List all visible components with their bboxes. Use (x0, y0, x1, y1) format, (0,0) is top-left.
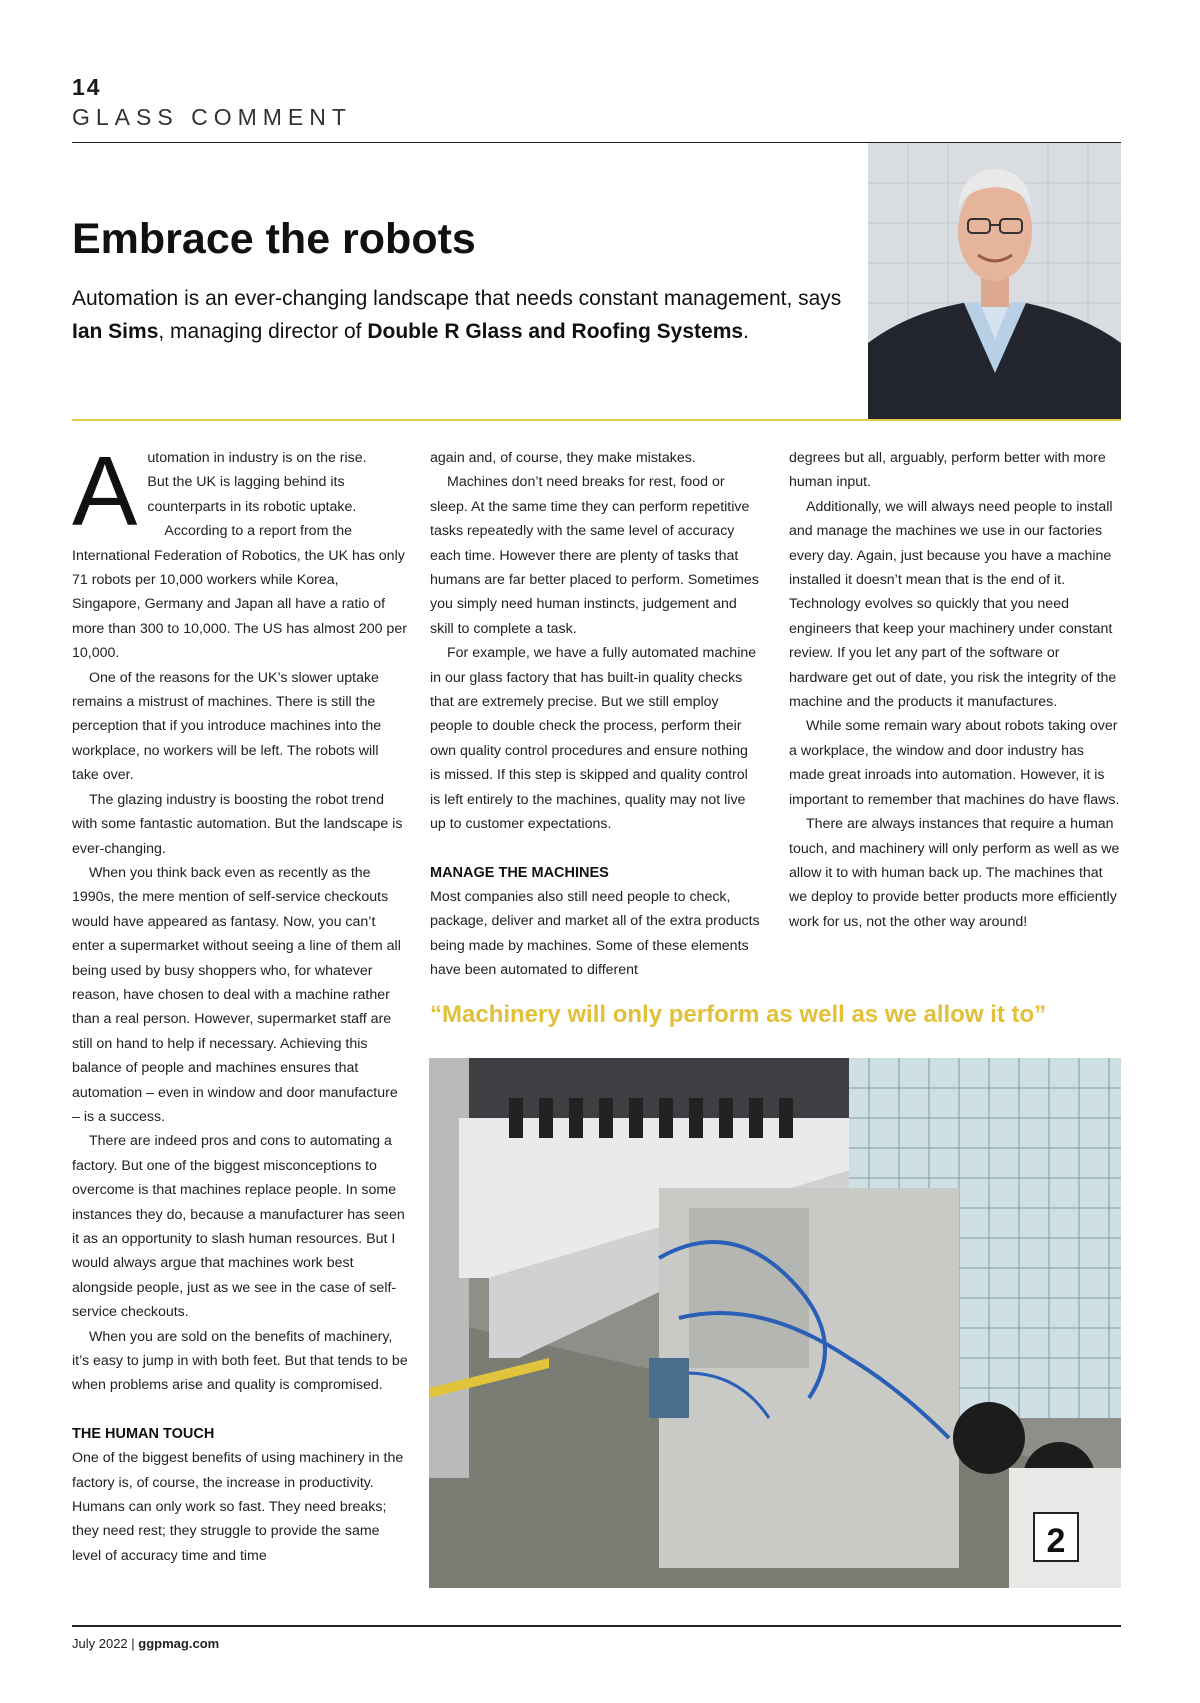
factory-machine-photo (429, 1058, 1121, 1588)
author-portrait (868, 143, 1121, 419)
pull-quote: “Machinery will only perform as well as we allow it to” (430, 1001, 1047, 1028)
paragraph: There are always instances that require a human touch, and machinery will only perform as well as we allow it to with human back up. The machines that we deploy to provide better products more efficiently work for us, not the other way around! (789, 816, 1120, 930)
headline: Embrace the robots (72, 215, 476, 263)
subheading-manage-machines: MANAGE THE MACHINES (430, 864, 609, 881)
section-title: GLASS COMMENT (72, 104, 352, 130)
footer-separator: | (131, 1636, 135, 1651)
paragraph: International Federation of Robotics, the UK has only 71 robots per 10,000 workers while Korea, Singapore, Germany and Japan all have a ratio of more than 300 to 10,000. The US has almost 200 per 10,000. (72, 547, 407, 662)
article-column-1: A utomation in industry is on the rise. But the UK is lagging behind its counterparts in its robotic uptake. According to a report from the International Federation of Robotics, the UK has only 71 robots per 10,000 workers while Korea, Singapore, Germany and Japan all have a ratio of more than 300 to 10,000. The US has almost 200 per 10,000. One of the reasons for the UK’s slower uptake remains a mistrust of machines. There is still the perception that if you introduce machines into the workplace, no workers will be left. The robots will take over. The glazing industry is boosting the robot trend with some fantastic automation. But the landscape is ever-changing. When you think back even as recently as the 1990s, the mere mention of self-service checkouts would have appeared as fantasy. Now, you can’t enter a supermarket without seeing a line of them all being used by busy shoppers who, for whatever reason, have chosen to deal with a machine rather than a real person. However, supermarket staff are still on hand to help if necessary. Achieving this balance of people and machines ensures that automation – even in window and door manufacture – is a success. There are indeed pros and cons to automating a factory. But one of the biggest misconceptions to overcome is that machines replace people. In some instances they do, because a manufacturer has seen it as an opportunity to slash human resources. But I would always argue that machines work best alongside people, just as we see in the case of self-service checkouts. When you are sold on the benefits of machinery, it’s easy to jump in with both feet. But that tends to be when problems arise and quality is compromised. THE HUMAN TOUCH One of the biggest benefits of using machinery in the factory is, of course, the increase in productivity. Humans can only work so fast. They need breaks; they need rest; they struggle to provide the same level of accuracy time and time (72, 446, 408, 1568)
paragraph: Additionally, we will always need people to install and manage the machines we use in our factories every day. Again, just because you have a machine installed it doesn’t mean that is the end of it. Technology evolves so quickly that you need engineers that keep your machinery under constant review. If you let any part of the software or hardware get out of date, you risk the integrity of the machine and the products it manufactures. (789, 498, 1117, 711)
paragraph: One of the reasons for the UK’s slower uptake remains a mistrust of machines. There is still the perception that if you introduce machines into the workplace, no workers will be left. The robots will take over. (72, 669, 382, 784)
accent-divider (72, 419, 1121, 421)
paragraph: again and, of course, they make mistakes. (430, 450, 696, 466)
paragraph: Most companies also still need people to check, package, deliver and market all of the extra products being made by machines. Some of these elements have been automated to different (430, 888, 760, 979)
paragraph: While some remain wary about robots taking over a workplace, the window and door industry has made great inroads into automation. However, it is important to remember that machines do have flaws. (789, 718, 1120, 808)
paragraph: When you are sold on the benefits of machinery, it’s easy to jump in with both feet. But that tends to be when problems arise and quality is compromised. (72, 1328, 408, 1394)
subheading-human-touch: THE HUMAN TOUCH (72, 1425, 215, 1442)
issue-date: July 2022 (72, 1636, 128, 1651)
author-name: Ian Sims (72, 320, 159, 343)
company-name: Double R Glass and Roofing Systems (367, 320, 744, 343)
paragraph: degrees but all, arguably, perform better with more human input. (789, 450, 1106, 491)
drop-cap: A (72, 436, 138, 546)
article-column-2 (430, 446, 760, 983)
paragraph: Machines don’t need breaks for rest, food or sleep. At the same time they can perform repetitive tasks repeatedly with the same level of accuracy each time. However there are plenty of tasks that humans are far better placed to perform. Sometimes you simply need human instincts, judgement and skill to complete a task. (430, 474, 759, 637)
footer (72, 1636, 219, 1651)
article-column-3 (789, 446, 1121, 934)
paragraph: One of the biggest benefits of using machinery in the factory is, of course, the increase in productivity. Humans can only work so fast. They need breaks; they need rest; they struggle to provide the same level of accuracy time and time (72, 1450, 404, 1564)
paragraph: There are indeed pros and cons to automating a factory. But one of the biggest misconceptions to overcome is that machines replace people. In some instances they do, because a manufacturer has seen it as an opportunity to slash human resources. But I would always argue that machines work best alongside people, just as we see in the case of self-service checkouts. (72, 1133, 405, 1321)
paragraph: The glazing industry is boosting the robot trend with some fantastic automation. But the landscape is ever-changing. (72, 791, 403, 857)
paragraph: For example, we have a fully automated machine in our glass factory that has built-in quality checks that are extremely precise. But we still employ people to double check the process, perform their own quality control procedures and ensure nothing is missed. If this step is skipped and quality control is left entirely to the machines, quality may not live up to customer expectations. (430, 645, 757, 833)
website-link[interactable]: ggpmag.com (138, 1636, 220, 1651)
paragraph: When you think back even as recently as the 1990s, the mere mention of self-service checkouts would have appeared as fantasy. Now, you can’t enter a supermarket without seeing a line of them all being used by busy shoppers who, for whatever reason, have chosen to deal with a machine rather than a real person. However, supermarket staff are still on hand to help if necessary. Achieving this balance of people and machines ensures that automation – even in window and door manufacture – is a success. (72, 864, 401, 1125)
page-number: 14 (72, 74, 102, 100)
standfirst: Automation is an ever-changing landscape that needs constant management, says Ian Sims, managing director of Double R Glass and Roofing Systems. (72, 287, 842, 343)
bottom-divider (72, 1625, 1121, 1627)
machine-station-number: 2 (1046, 1522, 1066, 1560)
